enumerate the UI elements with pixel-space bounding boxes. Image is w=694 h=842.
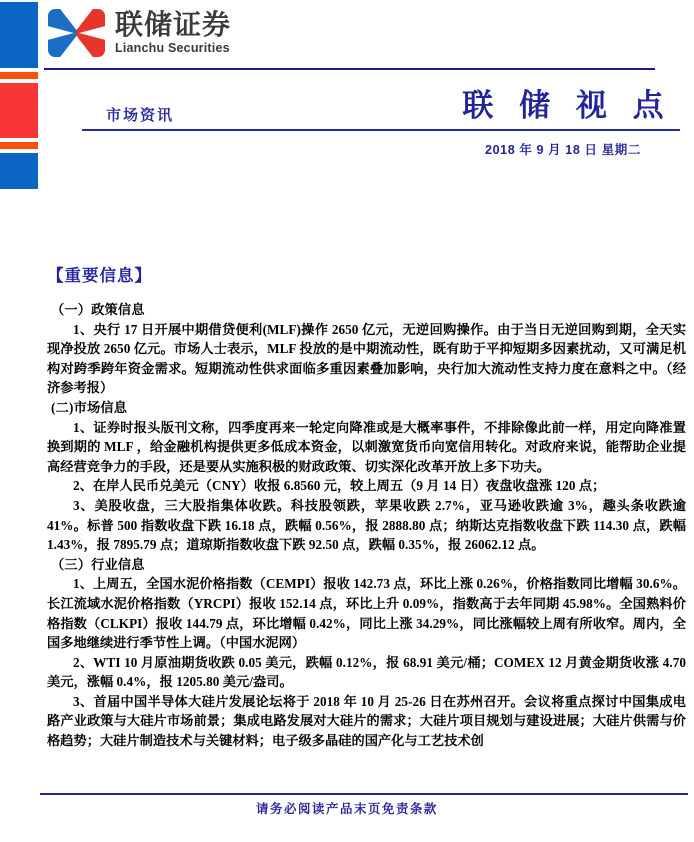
section-heading-important-info: 【重要信息】 [47, 266, 152, 285]
content-subheading: (二)市场信息 [51, 399, 128, 415]
masthead-date-wrap [438, 134, 688, 158]
header-divider-top [44, 68, 655, 70]
brand-name-cn: 联储证券 [115, 9, 232, 40]
content-paragraph: 1、央行 17 日开展中期借贷便利(MLF)操作 2650 亿元，无逆回购操作。由于当日无逆回购到期，全天实现净投放 2650 亿元。市场人士表示，MLF 投放的是中期流动性，既有助于平抑短期多因素扰动，又可满足机构对跨季跨年资金需求。短期流动性供求面临多重因素叠加影响，央行加大流动性支持力度在意料之中。（经济参考报） [47, 321, 686, 396]
content-subheading: （三）行业信息 [51, 556, 145, 572]
content-paragraph: 2、WTI 10 月原油期货收跌 0.05 美元，跌幅 0.12%，报 68.91 美元/桶；COMEX 12 月黄金期货收涨 4.70 美元，涨幅 0.4%，报 1205.80 美元/盎司。 [47, 654, 686, 690]
brand-wordmark [115, 9, 231, 55]
masthead [438, 88, 688, 124]
masthead-divider [82, 129, 680, 131]
sidebar-bar-orange-lower [0, 142, 38, 149]
logo-wedge-top [59, 9, 93, 30]
footer-disclaimer: 请务必阅读产品末页免责条款 [256, 802, 438, 816]
logo-wedge-bottom [59, 36, 93, 57]
sidebar-bar-blue-bottom [0, 153, 38, 189]
page-title: 联 储 视 点 [462, 88, 673, 123]
lianchu-bowtie-logo-icon [48, 9, 105, 57]
sidebar-bar-red [0, 83, 38, 138]
sidebar-bar-blue-top [0, 2, 38, 68]
masthead-category: 市场资讯 [106, 108, 175, 124]
publication-date: 2018 年 9 月 18 日 星期二 [485, 143, 641, 157]
sidebar-bar-orange-upper [0, 72, 38, 79]
content-paragraph: 3、首届中国半导体大硅片发展论坛将于 2018 年 10 月 25-26 日在苏州召开。会议将重点探讨中国集成电路产业政策与大硅片市场前景；集成电路发展对大硅片的需求；大硅片项目规划与建设进展；大硅片供需与价格趋势；大硅片制造技术与关键材料；电子级多晶硅的国产化与工艺技术创 [47, 693, 686, 749]
footer-divider [40, 793, 688, 795]
logo-wedge-right [79, 26, 105, 40]
brand-name-en: Lianchu Securities [115, 41, 230, 55]
content-paragraph: 3、美股收盘，三大股指集体收跌。科技股领跌，苹果收跌 2.7%，亚马逊收跌逾 3%，趣头条收跌逾 41%。标普 500 指数收盘下跌 16.18 点，跌幅 0.56%，报 2888.80 点；纳斯达克指数收盘下跌 114.30 点，跌幅 1.43%，报 7895.79 点；道琼斯指数收盘下跌 92.50 点，跌幅 0.35%，报 26062.12 点。 [47, 497, 686, 553]
document-body [47, 266, 686, 751]
content-blocks [47, 300, 686, 751]
content-subheading: （一）政策信息 [51, 302, 145, 317]
decorative-sidebar [0, 0, 38, 190]
content-paragraph: 1、上周五，全国水泥价格指数（CEMPI）报收 142.73 点，环比上涨 0.26%，价格指数同比增幅 30.6%。长江流域水泥价格指数（YRCPI）报收 152.14 点，环比上升 0.09%，指数高于去年同期 45.98%。全国熟料价格指数（CLKPI）报收 144.79 点，环比增幅 0.42%，同比上涨 34.29%，同比涨幅较上周有所收窄。周内，全国多地继续进行季节性上调。（中国水泥网） [47, 576, 686, 651]
content-paragraph: 1、证券时报头版刊文称，四季度再来一轮定向降准或是大概率事件，不排除像此前一样，用定向降准置换到期的 MLF ，给金融机构提供更多低成本资金，以刺激宽货币向宽信用转化。对政府来说，能帮助企业提高经营竞争力的手段，还是要从实施积极的财政政策、切实深化改革开放上多下功夫。 [47, 419, 686, 474]
logo-wedge-left [48, 26, 74, 40]
brand-logo [48, 9, 231, 57]
content-paragraph: 2、在岸人民币兑美元（CNY）收报 6.8560 元，较上周五（9 月 14 日）夜盘收盘涨 120 点； [73, 478, 606, 494]
